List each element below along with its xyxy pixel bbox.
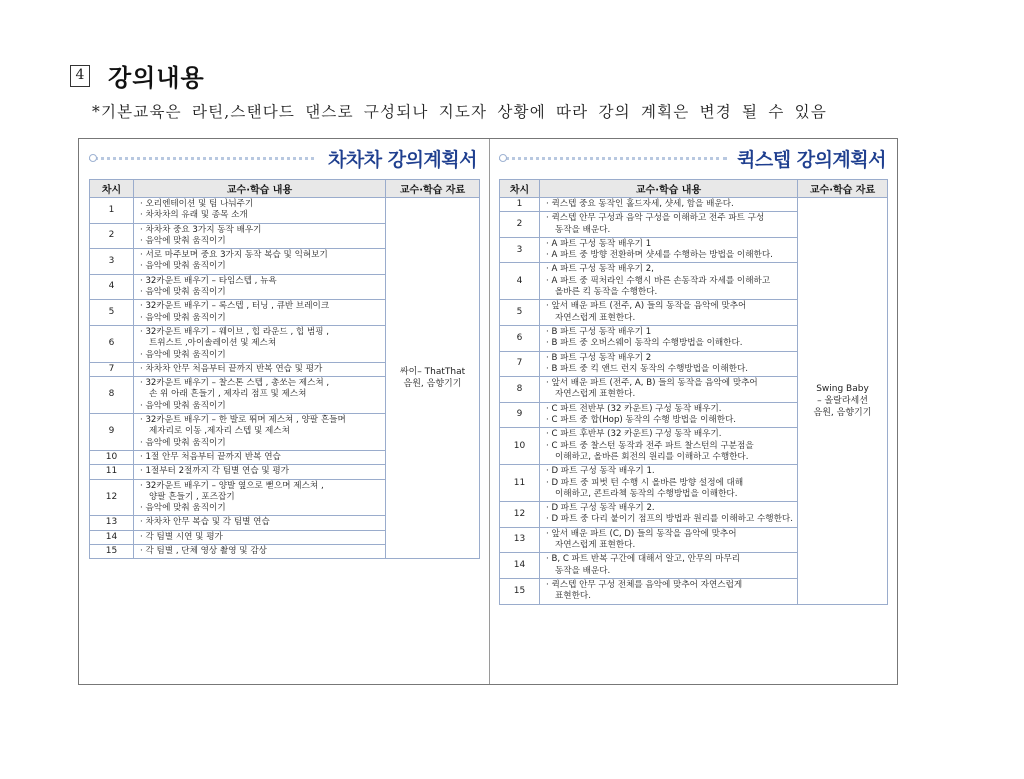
session-content (134, 300, 386, 326)
content-line: · B, C 파트 반복 구간에 대해서 알고, 안무의 마무리 (546, 554, 741, 565)
panel-header (489, 139, 898, 177)
session-number: 7 (90, 362, 134, 376)
section-number: 4 (70, 65, 90, 87)
content-line: · D 파트 중 다리 붙이기 점프의 방법과 원리를 이해하고 수행한다. (546, 514, 793, 525)
content-line: · D 파트 중 피벗 턴 수행 시 올바른 방향 설정에 대해 (546, 477, 744, 488)
content-line: · A 파트 구성 동작 배우기 1 (546, 238, 652, 249)
session-content (134, 450, 386, 464)
note-text: *기본교육은 라틴,스탠다드 댄스로 구성되나 지도자 상황에 따라 강의 계획은 변경 될 수 있음 (92, 103, 828, 121)
content-line: · 오리엔테이션 및 팀 나눠주기 (140, 199, 254, 209)
content-line: · 차차차 안무 복습 및 각 팀별 연습 (140, 517, 270, 528)
material-cell (386, 198, 480, 559)
content-line: · 각 팀별 , 단체 영상 촬영 및 감상 (140, 546, 267, 557)
content-line: 이해하고, 올바른 회전의 원리를 이해하고 수행한다. (555, 451, 749, 462)
material-line: Swing Baby (816, 383, 869, 394)
session-content (540, 325, 798, 351)
header-material: 교수·학습 자료 (798, 180, 888, 198)
header-content: 교수·학습 내용 (134, 180, 386, 198)
chachacha-panel (79, 139, 489, 557)
content-line: · 32카운트 배우기 – 한 발로 뛰며 제스쳐 , 양팔 흔들며 (140, 415, 346, 426)
session-number: 5 (500, 300, 540, 326)
session-content (540, 502, 798, 528)
session-number: 2 (90, 223, 134, 249)
session-number: 14 (90, 530, 134, 544)
session-content (540, 237, 798, 263)
session-number: 5 (90, 300, 134, 326)
content-line: · 음악에 맞춰 움직이기 (140, 312, 226, 323)
content-line: · C 파트 전반부 (32 카운트) 구성 동작 배우기. (546, 403, 722, 414)
header-session: 차시 (90, 180, 134, 198)
material-line: – 올랄라세션 (817, 395, 868, 406)
session-content (134, 516, 386, 530)
session-number: 10 (90, 450, 134, 464)
session-content (540, 300, 798, 326)
session-number: 3 (90, 249, 134, 275)
session-number: 9 (500, 402, 540, 428)
session-content (134, 223, 386, 249)
content-line: · A 파트 중 픽처라인 수행시 바른 손동작과 자세를 이해하고 (546, 275, 771, 286)
content-line: 동작을 배운다. (555, 565, 611, 576)
session-number: 1 (90, 198, 134, 224)
content-line: · 앞서 배운 파트 (전주, A) 들의 동작을 음악에 맞추어 (546, 301, 747, 312)
session-number: 8 (90, 377, 134, 414)
session-content (540, 527, 798, 553)
session-number: 8 (500, 377, 540, 403)
content-line: 양팔 흔들기 , 포즈잡기 (149, 491, 235, 502)
content-line: · 퀵스텝 안무 구성 전체를 음악에 맞추어 자연스럽게 (546, 579, 743, 590)
dotted-line-decoration (89, 157, 314, 161)
session-number: 12 (90, 479, 134, 516)
header-material: 교수·학습 자료 (386, 180, 480, 198)
lesson-plan-frame (78, 138, 898, 685)
dotted-line-decoration (499, 157, 727, 161)
session-content (540, 351, 798, 377)
content-line: · 음악에 맞춰 움직이기 (140, 437, 226, 448)
session-content (134, 545, 386, 559)
session-number: 13 (90, 516, 134, 530)
content-line: · A 파트 구성 동작 배우기 2, (546, 264, 654, 275)
material-line: 싸이– ThatThat (399, 367, 466, 378)
session-content (134, 530, 386, 544)
session-content (134, 274, 386, 300)
session-content (540, 212, 798, 238)
content-line: · 각 팀별 시연 및 평가 (140, 531, 223, 542)
content-line: · 음악에 맞춰 움직이기 (140, 261, 226, 272)
content-line: · 음악에 맞춰 움직이기 (140, 235, 226, 246)
content-line: · 32카운트 배우기 – 양발 옆으로 뻗으며 제스쳐 , (140, 480, 324, 491)
content-line: · 32카운트 배우기 – 록스텝 , 터닝 , 큐반 브레이크 (140, 301, 330, 312)
session-content (134, 362, 386, 376)
session-number: 13 (500, 527, 540, 553)
content-line: 표현한다. (555, 591, 591, 602)
content-line: · 퀵스텝 중요 동작인 홀드자세, 샷세, 함을 배운다. (546, 199, 734, 209)
session-number: 6 (90, 325, 134, 362)
table-row (90, 198, 480, 224)
content-line: · B 파트 구성 동작 배우기 2 (546, 352, 652, 363)
content-line: · 음악에 맞춰 움직이기 (140, 400, 226, 411)
chachacha-table (89, 179, 480, 559)
content-line: · 음악에 맞춰 움직이기 (140, 503, 226, 514)
content-line: 동작을 배운다. (555, 224, 611, 235)
session-content (540, 465, 798, 502)
session-number: 3 (500, 237, 540, 263)
content-line: · 앞서 배운 파트 (전주, A, B) 들의 동작을 음악에 맞추어 (546, 378, 758, 389)
content-line: · D 파트 구성 동작 배우기 1. (546, 466, 655, 477)
material-cell (798, 198, 888, 605)
content-line: · 퀵스텝 안무 구성과 음악 구성을 이해하고 전주 파트 구성 (546, 213, 765, 224)
panel-title: 퀵스텝 강의계획서 (737, 149, 886, 171)
material-line: 음원, 음향기기 (813, 407, 872, 418)
content-line: · 차차차의 유래 및 종목 소개 (140, 210, 248, 221)
content-line: · 차차차 안무 처음부터 끝까지 반복 연습 및 평가 (140, 363, 323, 374)
session-content (134, 414, 386, 451)
session-content (540, 402, 798, 428)
session-content (134, 198, 386, 224)
session-content (540, 263, 798, 300)
header-session: 차시 (500, 180, 540, 198)
circle-decoration (499, 154, 507, 162)
session-number: 14 (500, 553, 540, 579)
session-number: 10 (500, 428, 540, 465)
content-line: · 음악에 맞춰 움직이기 (140, 349, 226, 360)
content-line: 손 위 아래 흔들기 , 제자리 점프 및 제스쳐 (149, 389, 307, 400)
content-line: · B 파트 중 킥 앤드 런지 동작의 수행방법을 이해한다. (546, 363, 748, 374)
content-line: · 32카운트 배우기 – 타임스텝 , 뉴욕 (140, 275, 277, 286)
section-heading (70, 58, 205, 93)
content-line: 제자리로 이동 ,제자리 스텝 및 제스쳐 (149, 426, 290, 437)
content-line: 자연스럽게 표현한다. (555, 389, 636, 400)
content-line: · 앞서 배운 파트 (C, D) 들의 동작을 음악에 맞추어 (546, 528, 737, 539)
session-number: 11 (500, 465, 540, 502)
quickstep-table (499, 179, 888, 605)
content-line: · 차차차 중요 3가지 동작 배우기 (140, 224, 262, 235)
session-number: 15 (90, 545, 134, 559)
session-content (134, 249, 386, 275)
session-content (134, 377, 386, 414)
session-number: 9 (90, 414, 134, 451)
session-number: 4 (500, 263, 540, 300)
content-line: 이해하고, 콘트라첵 동작의 수행방법을 이해한다. (555, 488, 738, 499)
content-line: · A 파트 중 방향 전환하며 샷세를 수행하는 방법을 이해한다. (546, 250, 773, 261)
session-number: 6 (500, 325, 540, 351)
content-line: · B 파트 구성 동작 배우기 1 (546, 326, 652, 337)
panel-title: 차차차 강의계획서 (328, 149, 477, 171)
content-line: · 32카운트 배우기 – 웨이브 , 힙 라운드 , 힙 범핑 , (140, 326, 330, 337)
content-line: · C 파트 중 합(Hop) 동작의 수행 방법을 이해한다. (546, 415, 737, 426)
panel-header (79, 139, 489, 177)
session-content (540, 377, 798, 403)
session-number: 2 (500, 212, 540, 238)
session-number: 7 (500, 351, 540, 377)
content-line: · D 파트 구성 동작 배우기 2. (546, 503, 655, 514)
session-content (540, 553, 798, 579)
content-line: · 1절 안무 처음부터 끝까지 반복 연습 (140, 451, 281, 462)
session-content (540, 198, 798, 212)
session-content (540, 428, 798, 465)
circle-decoration (89, 154, 97, 162)
quickstep-panel (489, 139, 898, 602)
content-line: 올바른 킥 동작을 수행한다. (555, 287, 658, 298)
content-line: 자연스럽게 표현한다. (555, 540, 636, 551)
table-row (500, 198, 888, 212)
session-number: 15 (500, 578, 540, 604)
content-line: · B 파트 중 오버스웨이 동작의 수행방법을 이해한다. (546, 338, 743, 349)
material-line: 음원, 음향기기 (403, 379, 462, 390)
session-number: 4 (90, 274, 134, 300)
session-number: 12 (500, 502, 540, 528)
content-line: · 음악에 맞춰 움직이기 (140, 287, 226, 298)
header-content: 교수·학습 내용 (540, 180, 798, 198)
content-line: · C 파트 중 찰스턴 동작과 전주 파트 찰스턴의 구분점을 (546, 440, 754, 451)
content-line: · 32카운트 배우기 – 찰스톤 스텝 , 총쏘는 제스쳐 , (140, 378, 330, 389)
session-content (134, 465, 386, 479)
content-line: 자연스럽게 표현한다. (555, 312, 636, 323)
session-number: 1 (500, 198, 540, 212)
content-line: · 서로 마주보며 중요 3가지 동작 복습 및 익혀보기 (140, 250, 328, 261)
session-content (134, 479, 386, 516)
content-line: 트위스트 ,아이솔레이션 및 제스쳐 (149, 338, 277, 349)
content-line: · 1절부터 2절까지 각 팀별 연습 및 평가 (140, 466, 290, 477)
session-content (134, 325, 386, 362)
session-number: 11 (90, 465, 134, 479)
section-title: 강의내용 (108, 64, 205, 92)
content-line: · C 파트 후반부 (32 카운트) 구성 동작 배우기. (546, 429, 722, 440)
session-content (540, 578, 798, 604)
